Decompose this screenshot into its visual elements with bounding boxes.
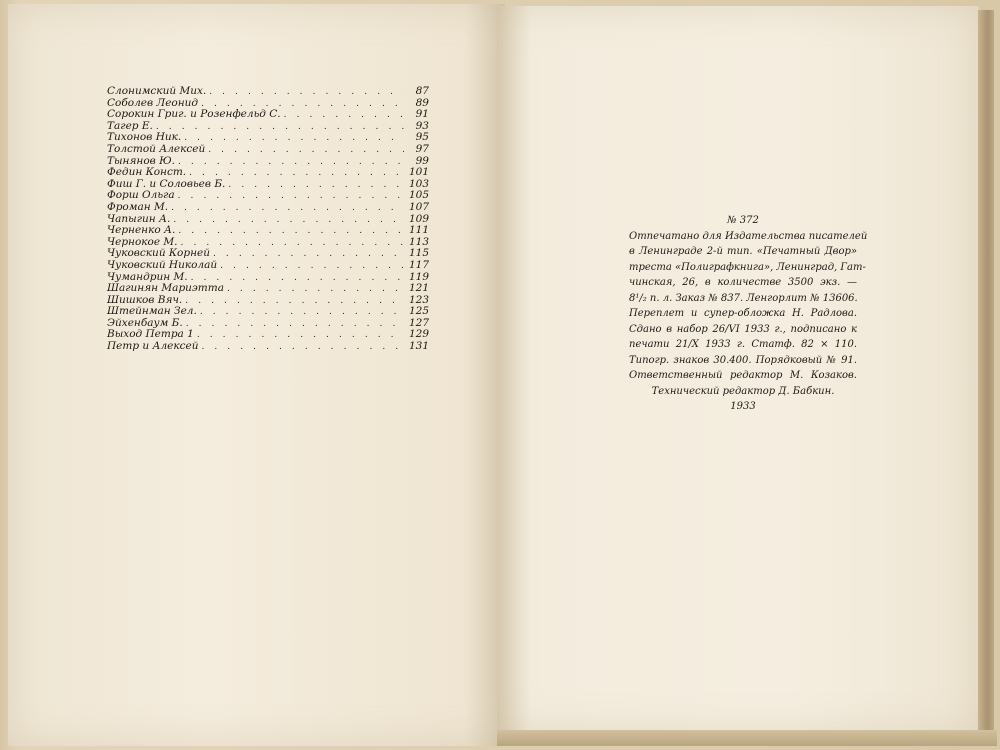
colophon <box>629 213 868 415</box>
toc-entry-page: 121 <box>408 282 429 295</box>
toc-dot-leader <box>227 284 404 296</box>
toc-entry-name: Тынянов Ю. <box>107 154 175 167</box>
toc-dot-leader <box>181 238 404 250</box>
toc-entry-name: Слонимский Мих. <box>107 85 207 97</box>
toc-entry-name: Выход Петра 1 <box>107 328 194 341</box>
toc-entry-page: 105 <box>408 189 429 202</box>
toc-entry-name: Чуковский Корней <box>107 247 210 260</box>
book-cover-edge <box>978 10 994 732</box>
toc-dot-leader <box>156 122 404 134</box>
toc-entry-name: Черненко А. <box>107 224 176 237</box>
toc-dot-leader <box>209 87 404 99</box>
toc-entry <box>107 144 429 156</box>
toc-entry-name: Сорокин Григ. и Розенфельд С. <box>107 108 281 121</box>
colophon-line: Переплет и супер-обложка Н. Радлова. <box>629 308 857 319</box>
toc-entry-page: 129 <box>408 328 429 341</box>
toc-entry-page: 123 <box>408 293 429 306</box>
colophon-line: чинская, 26, в количестве 3500 экз. — <box>629 277 857 288</box>
toc-entry <box>107 109 429 121</box>
toc-entry <box>107 283 429 295</box>
colophon-line: в Ленинграде 2-й тип. «Печатный Двор» <box>629 246 857 257</box>
toc-entry-page: 93 <box>415 119 429 132</box>
toc-entry-name: Федин Конст. <box>107 166 187 179</box>
toc-dot-leader <box>201 342 404 354</box>
toc-dot-leader <box>186 319 404 331</box>
left-page <box>8 4 505 746</box>
toc-entry-page: 119 <box>408 270 429 283</box>
table-of-contents <box>107 86 429 353</box>
toc-entry <box>107 167 429 179</box>
colophon-line: Ответственный редактор М. Козаков. <box>629 370 857 381</box>
toc-entry-page: 97 <box>415 142 429 155</box>
toc-entry-page: 107 <box>408 200 429 213</box>
toc-entry-page: 103 <box>408 177 429 190</box>
toc-dot-leader <box>171 203 404 215</box>
toc-dot-leader <box>184 133 404 145</box>
colophon-line: Отпечатано для Издательства писателей <box>629 230 868 242</box>
toc-dot-leader <box>185 296 404 308</box>
colophon-line: печати 21/X 1933 г. Статф. 82 × 110. <box>629 339 857 350</box>
toc-dot-leader <box>200 307 404 319</box>
toc-entry-page: 95 <box>415 131 429 144</box>
toc-entry-page: 111 <box>408 224 429 237</box>
toc-entry-name: Чуковский Николай <box>107 258 218 271</box>
toc-entry-name: Шагинян Мариэтта <box>107 282 224 295</box>
toc-entry-page: 117 <box>408 258 429 271</box>
toc-entry-page: 91 <box>415 108 429 121</box>
toc-entry <box>107 341 429 353</box>
toc-entry-name: Толстой Алексей <box>107 142 206 155</box>
toc-entry-name: Чернокое М. <box>107 235 178 248</box>
toc-entry-name: Фроман М. <box>107 200 169 213</box>
toc-entry-name: Тихонов Ник. <box>107 131 182 144</box>
colophon-line: Типогр. знаков 30.400. Порядковый № 91. <box>629 354 857 366</box>
colophon-line: Сдано в набор 26/VI 1933 г., подписано к <box>629 323 857 335</box>
toc-entry-page: 99 <box>415 154 429 167</box>
toc-entry-name: Форш Ольга <box>107 189 175 202</box>
toc-entry-page: 113 <box>408 235 429 248</box>
toc-entry-name: Чумандрин М. <box>107 270 188 283</box>
toc-entry <box>107 202 429 214</box>
colophon-line: треста «Полиграфкнига», Ленинград, Гат- <box>629 261 866 273</box>
toc-dot-leader <box>173 215 404 227</box>
toc-entry-page: 101 <box>408 166 429 179</box>
toc-entry-name: Тагер Е. <box>107 119 153 132</box>
toc-dot-leader <box>208 145 404 157</box>
toc-entry-page: 89 <box>415 96 429 109</box>
colophon-line: 8¹/₂ п. л. Заказ № 837. Ленгорлит № 13606. <box>629 292 858 304</box>
toc-entry <box>107 225 429 237</box>
toc-entry-page: 127 <box>408 316 429 329</box>
toc-entry <box>107 86 429 98</box>
toc-dot-leader <box>197 330 404 342</box>
toc-dot-leader <box>178 191 404 203</box>
colophon-number: № 372 <box>727 215 759 226</box>
toc-entry-name: Шишков Вяч. <box>107 293 183 306</box>
toc-entry <box>107 260 429 272</box>
book-bottom-edge <box>497 730 997 746</box>
toc-entry-name: Штейнман Зел. <box>107 305 197 318</box>
toc-entry-page: 131 <box>408 340 429 353</box>
toc-entry-page: 125 <box>408 305 429 318</box>
toc-dot-leader <box>178 226 404 238</box>
toc-entry-name: Петр и Алексей <box>107 340 199 353</box>
toc-dot-leader <box>284 110 404 122</box>
toc-entry-page: 109 <box>408 212 429 225</box>
toc-entry-name: Фиш Г. и Соловьев Б. <box>107 177 226 190</box>
toc-entry-name: Чапыгин А. <box>107 212 171 225</box>
toc-dot-leader <box>213 249 404 261</box>
toc-dot-leader <box>228 180 404 192</box>
toc-entry-name: Соболев Леонид <box>107 96 199 109</box>
colophon-line: Технический редактор Д. Бабкин. <box>651 385 835 397</box>
toc-entry-page: 115 <box>408 247 429 260</box>
colophon-year: 1933 <box>730 401 756 412</box>
toc-dot-leader <box>178 157 404 169</box>
toc-entry-name: Эйхенбаум Б. <box>107 316 183 329</box>
toc-dot-leader <box>220 261 404 273</box>
toc-entry-page: 87 <box>415 85 429 97</box>
